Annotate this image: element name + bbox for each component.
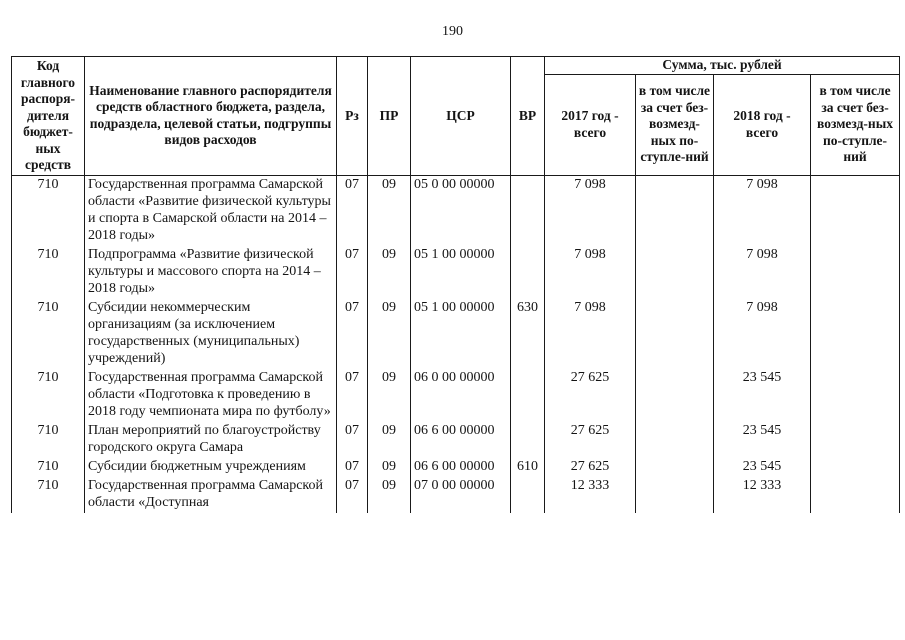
cell-csr: 05 1 00 00000: [411, 299, 511, 369]
table-row: [12, 458, 900, 477]
cell-csr: 06 6 00 00000: [411, 458, 511, 477]
cell-2017-total: 7 098: [545, 299, 636, 369]
cell-code: 710: [12, 246, 85, 299]
cell-2018-total: 7 098: [714, 246, 811, 299]
cell-pr: 09: [368, 458, 411, 477]
header-2017-total: 2017 год - всего: [545, 74, 636, 175]
table-row: [12, 422, 900, 458]
cell-csr: 06 6 00 00000: [411, 422, 511, 458]
cell-name: Субсидии бюджетным учреждениям: [85, 458, 337, 477]
cell-rz: 07: [337, 175, 368, 246]
header-csr: ЦСР: [411, 57, 511, 176]
cell-2018-total: 7 098: [714, 299, 811, 369]
cell-code: 710: [12, 458, 85, 477]
cell-2017-gratuitous: [636, 246, 714, 299]
cell-vr: [511, 369, 545, 422]
cell-code: 710: [12, 477, 85, 513]
header-pr: ПР: [368, 57, 411, 176]
cell-csr: 05 0 00 00000: [411, 175, 511, 246]
cell-2017-gratuitous: [636, 422, 714, 458]
cell-2017-gratuitous: [636, 299, 714, 369]
header-2018-gratuitous: в том числе за счет без-возмезд-ных по-ступле-ний: [811, 74, 900, 175]
cell-2017-total: 12 333: [545, 477, 636, 513]
cell-2017-total: 7 098: [545, 246, 636, 299]
cell-pr: 09: [368, 175, 411, 246]
cell-2018-gratuitous: [811, 246, 900, 299]
cell-2017-total: 7 098: [545, 175, 636, 246]
cell-2017-total: 27 625: [545, 422, 636, 458]
cell-pr: 09: [368, 422, 411, 458]
cell-rz: 07: [337, 422, 368, 458]
cell-vr: 630: [511, 299, 545, 369]
cell-pr: 09: [368, 369, 411, 422]
table-body: [12, 175, 900, 513]
cell-name: Субсидии некоммерческим организациям (за исключением государственных (муниципальных) учреждений): [85, 299, 337, 369]
cell-2017-total: 27 625: [545, 458, 636, 477]
cell-code: 710: [12, 422, 85, 458]
cell-code: 710: [12, 369, 85, 422]
cell-vr: [511, 246, 545, 299]
header-rz: Рз: [337, 57, 368, 176]
header-sum-title: Сумма, тыс. рублей: [545, 57, 900, 75]
table-row: [12, 246, 900, 299]
cell-2018-total: 23 545: [714, 422, 811, 458]
cell-vr: [511, 422, 545, 458]
cell-name: Государственная программа Самарской области «Подготовка к проведению в 2018 году чемпионата мира по футболу»: [85, 369, 337, 422]
cell-2017-gratuitous: [636, 458, 714, 477]
cell-2018-gratuitous: [811, 369, 900, 422]
cell-2018-gratuitous: [811, 422, 900, 458]
cell-2018-total: 7 098: [714, 175, 811, 246]
cell-2018-gratuitous: [811, 477, 900, 513]
cell-2017-gratuitous: [636, 477, 714, 513]
header-code: Код главного распоря-дителя бюджет-ных средств: [12, 57, 85, 176]
header-name: Наименование главного распорядителя средств областного бюджета, раздела, подраздела, целевой статьи, подгруппы видов расходов: [85, 57, 337, 176]
table-row: [12, 477, 900, 513]
cell-pr: 09: [368, 246, 411, 299]
cell-vr: [511, 175, 545, 246]
cell-name: План мероприятий по благоустройству городского округа Самара: [85, 422, 337, 458]
cell-csr: 05 1 00 00000: [411, 246, 511, 299]
header-vr: ВР: [511, 57, 545, 176]
header-2018-total: 2018 год - всего: [714, 74, 811, 175]
cell-vr: 610: [511, 458, 545, 477]
table-row: [12, 369, 900, 422]
cell-name: Государственная программа Самарской области «Доступная: [85, 477, 337, 513]
cell-2018-total: 12 333: [714, 477, 811, 513]
cell-rz: 07: [337, 369, 368, 422]
cell-name: Государственная программа Самарской области «Развитие физической культуры и спорта в Самарской области на 2014 – 2018 годы»: [85, 175, 337, 246]
cell-2018-total: 23 545: [714, 369, 811, 422]
header-2017-gratuitous: в том числе за счет без-возмезд-ных по-ступле-ний: [636, 74, 714, 175]
cell-pr: 09: [368, 477, 411, 513]
cell-rz: 07: [337, 299, 368, 369]
cell-csr: 06 0 00 00000: [411, 369, 511, 422]
cell-rz: 07: [337, 246, 368, 299]
budget-table: [11, 56, 900, 513]
cell-2017-gratuitous: [636, 369, 714, 422]
page-number: 190: [442, 24, 463, 39]
cell-2017-total: 27 625: [545, 369, 636, 422]
cell-pr: 09: [368, 299, 411, 369]
cell-vr: [511, 477, 545, 513]
cell-2018-total: 23 545: [714, 458, 811, 477]
cell-2017-gratuitous: [636, 175, 714, 246]
table-header: [12, 57, 900, 176]
table-row: [12, 299, 900, 369]
cell-2018-gratuitous: [811, 299, 900, 369]
cell-rz: 07: [337, 458, 368, 477]
cell-2018-gratuitous: [811, 175, 900, 246]
cell-2018-gratuitous: [811, 458, 900, 477]
cell-name: Подпрограмма «Развитие физической культуры и массового спорта на 2014 – 2018 годы»: [85, 246, 337, 299]
cell-csr: 07 0 00 00000: [411, 477, 511, 513]
cell-rz: 07: [337, 477, 368, 513]
cell-code: 710: [12, 299, 85, 369]
cell-code: 710: [12, 175, 85, 246]
table-row: [12, 175, 900, 246]
